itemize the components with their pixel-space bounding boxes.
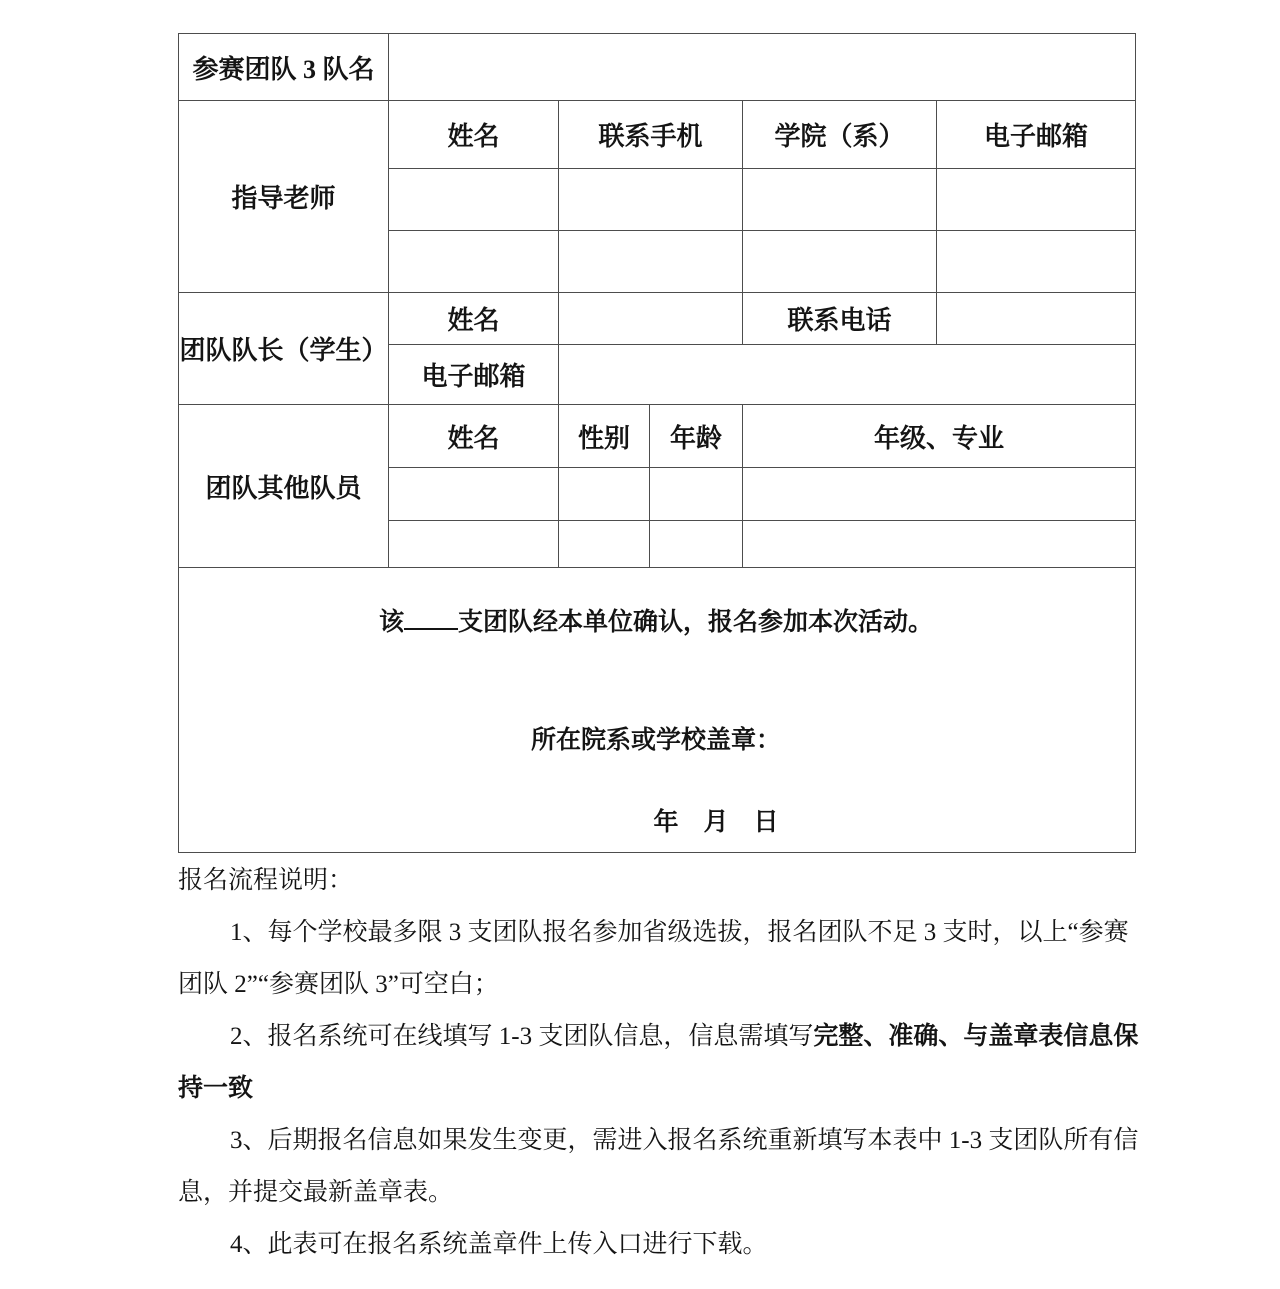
members-header-gender: 性别 bbox=[559, 405, 650, 468]
team3-name-label-cell: 参赛团队 3 队名 bbox=[179, 34, 389, 101]
members-label-cell: 团队其他队员 bbox=[179, 405, 389, 568]
advisor-row1-email-cell bbox=[937, 169, 1136, 231]
members-row2-gender-cell bbox=[559, 521, 650, 568]
notes-line bbox=[178, 1115, 1139, 1167]
members-row2-grade-cell bbox=[743, 521, 1136, 568]
confirmation-lead: 该 bbox=[379, 609, 405, 636]
notes-text-segment: 4、此表可在报名系统盖章件上传入口进行下载。 bbox=[230, 1231, 768, 1258]
captain-email-label-cell: 电子邮箱 bbox=[389, 345, 559, 405]
notes-line bbox=[178, 907, 1129, 959]
advisor-header-email: 电子邮箱 bbox=[937, 101, 1136, 169]
advisor-row2-email-cell bbox=[937, 231, 1136, 293]
captain-phone-value-cell bbox=[937, 293, 1136, 345]
members-row1-grade-cell bbox=[743, 468, 1136, 521]
notes-text-segment: 1、每个学校最多限 3 支团队报名参加省级选拔，报名团队不足 3 支时，以上“参赛 bbox=[230, 919, 1129, 946]
registration-form-table bbox=[178, 33, 1136, 853]
notes-text-segment: 3、后期报名信息如果发生变更，需进入报名系统重新填写本表中 1-3 支团队所有信 bbox=[230, 1127, 1139, 1154]
team3-name-value-cell bbox=[389, 34, 1136, 101]
stamp-label: 所在院系或学校盖章： bbox=[531, 727, 782, 754]
advisor-row1-name-cell bbox=[389, 169, 559, 231]
advisor-row2-phone-cell bbox=[559, 231, 743, 293]
advisor-header-college: 学院（系） bbox=[743, 101, 937, 169]
notes-bold-segment: 完整、准确、与盖章表信息保 bbox=[813, 1023, 1139, 1050]
notes-line bbox=[178, 1167, 1118, 1219]
notes-line bbox=[178, 959, 1118, 1011]
notes-line bbox=[178, 1063, 1118, 1115]
notes-bold-segment: 持一致 bbox=[178, 1075, 254, 1102]
confirmation-statement bbox=[187, 602, 1125, 638]
advisor-header-name: 姓名 bbox=[389, 101, 559, 169]
confirmation-cell bbox=[179, 568, 1136, 853]
captain-email-value-cell bbox=[559, 345, 1136, 405]
advisor-header-phone: 联系手机 bbox=[559, 101, 743, 169]
notes-text-segment: 息，并提交最新盖章表。 bbox=[178, 1179, 454, 1206]
members-header-age: 年龄 bbox=[650, 405, 743, 468]
advisor-row1-phone-cell bbox=[559, 169, 743, 231]
advisor-row2-college-cell bbox=[743, 231, 937, 293]
advisor-row2-name-cell bbox=[389, 231, 559, 293]
team-count-blank-underline bbox=[404, 604, 458, 630]
captain-name-label-cell: 姓名 bbox=[389, 293, 559, 345]
advisor-label-cell: 指导老师 bbox=[179, 101, 389, 293]
members-row1-name-cell bbox=[389, 468, 559, 521]
members-row2-age-cell bbox=[650, 521, 743, 568]
date-label: 年 月 日 bbox=[653, 809, 779, 836]
notes-section bbox=[178, 855, 1139, 1271]
members-row1-gender-cell bbox=[559, 468, 650, 521]
members-row1-age-cell bbox=[650, 468, 743, 521]
captain-name-value-cell bbox=[559, 293, 743, 345]
captain-label-cell: 团队队长（学生） bbox=[179, 293, 389, 405]
notes-text-segment: 2、报名系统可在线填写 1-3 支团队信息，信息需填写 bbox=[230, 1023, 814, 1050]
captain-phone-label-cell: 联系电话 bbox=[743, 293, 937, 345]
notes-heading: 报名流程说明： bbox=[178, 867, 354, 894]
notes-line bbox=[178, 1011, 1139, 1063]
notes-line bbox=[178, 1219, 1118, 1271]
members-header-name: 姓名 bbox=[389, 405, 559, 468]
members-header-grade: 年级、专业 bbox=[743, 405, 1136, 468]
members-row2-name-cell bbox=[389, 521, 559, 568]
notes-text-segment: 团队 2”“参赛团队 3”可空白； bbox=[178, 971, 499, 998]
advisor-row1-college-cell bbox=[743, 169, 937, 231]
confirmation-statement-text: 支团队经本单位确认，报名参加本次活动。 bbox=[458, 609, 934, 636]
notes-lines bbox=[178, 907, 1139, 1271]
